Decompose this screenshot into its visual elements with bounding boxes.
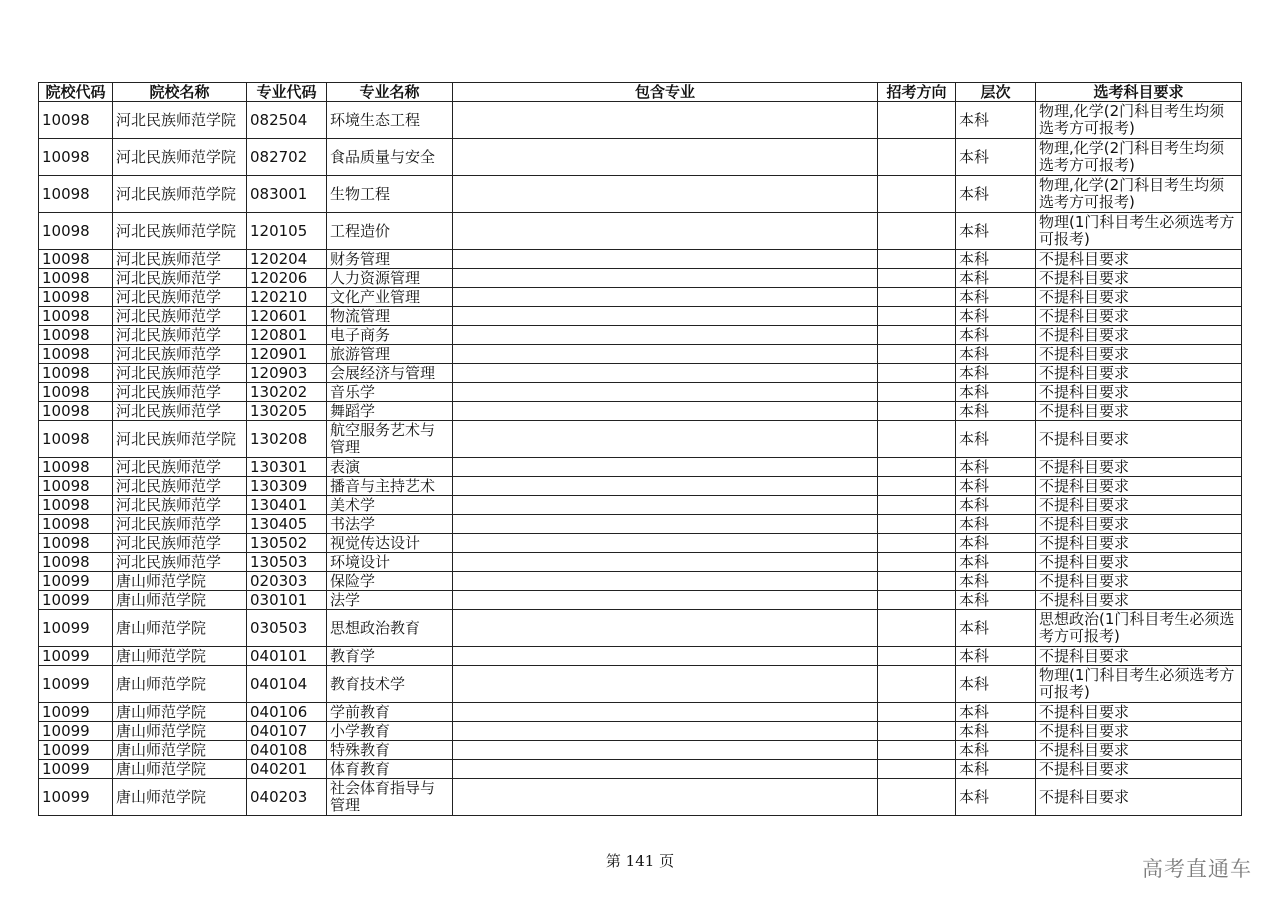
cell-direction xyxy=(878,250,956,269)
cell-requirement: 不提科目要求 xyxy=(1036,269,1242,288)
cell-included-majors xyxy=(453,345,878,364)
cell-included-majors xyxy=(453,176,878,213)
watermark: 高考直通车 xyxy=(1142,857,1252,881)
cell-level: 本科 xyxy=(956,269,1036,288)
cell-included-majors xyxy=(453,269,878,288)
cell-school-name: 河北民族师范学 xyxy=(113,288,247,307)
cell-requirement: 不提科目要求 xyxy=(1036,496,1242,515)
cell-major-code: 120601 xyxy=(247,307,327,326)
table-row xyxy=(39,591,1242,610)
cell-level: 本科 xyxy=(956,176,1036,213)
cell-school-code: 10098 xyxy=(39,307,113,326)
table-row xyxy=(39,496,1242,515)
cell-included-majors xyxy=(453,496,878,515)
cell-level: 本科 xyxy=(956,647,1036,666)
cell-major-code: 082702 xyxy=(247,139,327,176)
cell-direction xyxy=(878,722,956,741)
cell-school-code: 10099 xyxy=(39,610,113,647)
cell-level: 本科 xyxy=(956,307,1036,326)
cell-major-name: 财务管理 xyxy=(327,250,453,269)
table-row xyxy=(39,307,1242,326)
cell-direction xyxy=(878,288,956,307)
cell-major-name: 电子商务 xyxy=(327,326,453,345)
cell-major-code: 120204 xyxy=(247,250,327,269)
cell-major-name: 航空服务艺术与管理 xyxy=(327,421,453,458)
cell-major-name: 体育教育 xyxy=(327,760,453,779)
cell-major-name: 工程造价 xyxy=(327,213,453,250)
cell-included-majors xyxy=(453,402,878,421)
cell-level: 本科 xyxy=(956,421,1036,458)
cell-school-code: 10099 xyxy=(39,572,113,591)
cell-major-name: 视觉传达设计 xyxy=(327,534,453,553)
cell-direction xyxy=(878,741,956,760)
cell-requirement: 不提科目要求 xyxy=(1036,779,1242,816)
cell-major-code: 120801 xyxy=(247,326,327,345)
cell-major-name: 舞蹈学 xyxy=(327,402,453,421)
cell-level: 本科 xyxy=(956,741,1036,760)
cell-direction xyxy=(878,345,956,364)
cell-school-code: 10099 xyxy=(39,779,113,816)
cell-major-code: 130208 xyxy=(247,421,327,458)
cell-school-name: 河北民族师范学院 xyxy=(113,213,247,250)
cell-included-majors xyxy=(453,326,878,345)
table-row xyxy=(39,326,1242,345)
cell-direction xyxy=(878,383,956,402)
cell-major-code: 040101 xyxy=(247,647,327,666)
cell-school-name: 河北民族师范学 xyxy=(113,383,247,402)
table-row xyxy=(39,647,1242,666)
cell-major-code: 040107 xyxy=(247,722,327,741)
cell-major-name: 特殊教育 xyxy=(327,741,453,760)
cell-school-name: 唐山师范学院 xyxy=(113,610,247,647)
cell-school-name: 河北民族师范学 xyxy=(113,458,247,477)
cell-major-name: 表演 xyxy=(327,458,453,477)
header-major-name: 专业名称 xyxy=(327,83,453,102)
cell-level: 本科 xyxy=(956,760,1036,779)
cell-school-name: 唐山师范学院 xyxy=(113,760,247,779)
cell-school-code: 10098 xyxy=(39,383,113,402)
table-row xyxy=(39,572,1242,591)
cell-major-name: 小学教育 xyxy=(327,722,453,741)
cell-level: 本科 xyxy=(956,534,1036,553)
cell-level: 本科 xyxy=(956,515,1036,534)
cell-school-code: 10098 xyxy=(39,250,113,269)
table-row xyxy=(39,477,1242,496)
cell-direction xyxy=(878,703,956,722)
page-number: 第 141 页 xyxy=(605,852,675,870)
cell-school-code: 10098 xyxy=(39,458,113,477)
cell-requirement: 不提科目要求 xyxy=(1036,326,1242,345)
cell-major-code: 030503 xyxy=(247,610,327,647)
cell-school-name: 河北民族师范学院 xyxy=(113,102,247,139)
table-row xyxy=(39,345,1242,364)
cell-included-majors xyxy=(453,553,878,572)
cell-requirement: 不提科目要求 xyxy=(1036,703,1242,722)
cell-level: 本科 xyxy=(956,666,1036,703)
cell-direction xyxy=(878,666,956,703)
cell-major-name: 法学 xyxy=(327,591,453,610)
header-school-code: 院校代码 xyxy=(39,83,113,102)
cell-major-name: 环境设计 xyxy=(327,553,453,572)
cell-major-code: 082504 xyxy=(247,102,327,139)
cell-requirement: 不提科目要求 xyxy=(1036,421,1242,458)
cell-level: 本科 xyxy=(956,402,1036,421)
cell-direction xyxy=(878,421,956,458)
cell-included-majors xyxy=(453,213,878,250)
cell-school-code: 10098 xyxy=(39,288,113,307)
cell-major-code: 040203 xyxy=(247,779,327,816)
cell-direction xyxy=(878,647,956,666)
cell-school-name: 河北民族师范学院 xyxy=(113,139,247,176)
cell-included-majors xyxy=(453,760,878,779)
cell-requirement: 不提科目要求 xyxy=(1036,383,1242,402)
header-row xyxy=(39,83,1242,102)
header-level: 层次 xyxy=(956,83,1036,102)
cell-requirement: 不提科目要求 xyxy=(1036,591,1242,610)
cell-school-name: 河北民族师范学 xyxy=(113,496,247,515)
table-row xyxy=(39,703,1242,722)
cell-direction xyxy=(878,326,956,345)
cell-school-name: 河北民族师范学 xyxy=(113,250,247,269)
header-included-majors: 包含专业 xyxy=(453,83,878,102)
cell-level: 本科 xyxy=(956,383,1036,402)
cell-requirement: 不提科目要求 xyxy=(1036,477,1242,496)
cell-major-name: 食品质量与安全 xyxy=(327,139,453,176)
cell-major-name: 文化产业管理 xyxy=(327,288,453,307)
cell-direction xyxy=(878,139,956,176)
cell-direction xyxy=(878,364,956,383)
table-row xyxy=(39,515,1242,534)
cell-major-code: 130503 xyxy=(247,553,327,572)
cell-direction xyxy=(878,307,956,326)
cell-school-code: 10098 xyxy=(39,176,113,213)
cell-school-code: 10098 xyxy=(39,345,113,364)
cell-direction xyxy=(878,572,956,591)
cell-direction xyxy=(878,534,956,553)
cell-direction xyxy=(878,402,956,421)
cell-direction xyxy=(878,458,956,477)
cell-direction xyxy=(878,269,956,288)
cell-school-code: 10098 xyxy=(39,553,113,572)
table-row xyxy=(39,213,1242,250)
cell-included-majors xyxy=(453,250,878,269)
cell-included-majors xyxy=(453,383,878,402)
cell-major-code: 120210 xyxy=(247,288,327,307)
cell-major-code: 083001 xyxy=(247,176,327,213)
cell-school-name: 河北民族师范学 xyxy=(113,402,247,421)
table-row xyxy=(39,402,1242,421)
cell-included-majors xyxy=(453,591,878,610)
cell-school-name: 河北民族师范学 xyxy=(113,534,247,553)
cell-school-code: 10098 xyxy=(39,402,113,421)
cell-included-majors xyxy=(453,647,878,666)
header-school-name: 院校名称 xyxy=(113,83,247,102)
cell-direction xyxy=(878,102,956,139)
cell-level: 本科 xyxy=(956,779,1036,816)
cell-requirement: 不提科目要求 xyxy=(1036,345,1242,364)
table-row xyxy=(39,779,1242,816)
cell-school-code: 10098 xyxy=(39,102,113,139)
cell-major-name: 人力资源管理 xyxy=(327,269,453,288)
cell-direction xyxy=(878,610,956,647)
cell-included-majors xyxy=(453,458,878,477)
header-requirement: 选考科目要求 xyxy=(1036,83,1242,102)
cell-requirement: 思想政治(1门科目考生必须选考方可报考) xyxy=(1036,610,1242,647)
table-row xyxy=(39,250,1242,269)
cell-requirement: 不提科目要求 xyxy=(1036,458,1242,477)
cell-major-name: 美术学 xyxy=(327,496,453,515)
cell-school-code: 10098 xyxy=(39,139,113,176)
table-row xyxy=(39,383,1242,402)
table-row xyxy=(39,722,1242,741)
cell-major-name: 音乐学 xyxy=(327,383,453,402)
table-row xyxy=(39,666,1242,703)
cell-requirement: 不提科目要求 xyxy=(1036,364,1242,383)
cell-major-code: 120105 xyxy=(247,213,327,250)
cell-major-code: 130205 xyxy=(247,402,327,421)
cell-included-majors xyxy=(453,102,878,139)
cell-included-majors xyxy=(453,307,878,326)
cell-major-name: 旅游管理 xyxy=(327,345,453,364)
cell-level: 本科 xyxy=(956,553,1036,572)
cell-included-majors xyxy=(453,572,878,591)
cell-major-code: 120206 xyxy=(247,269,327,288)
cell-school-name: 唐山师范学院 xyxy=(113,722,247,741)
cell-school-code: 10098 xyxy=(39,364,113,383)
cell-school-name: 唐山师范学院 xyxy=(113,741,247,760)
cell-level: 本科 xyxy=(956,610,1036,647)
cell-requirement: 不提科目要求 xyxy=(1036,250,1242,269)
header-major-code: 专业代码 xyxy=(247,83,327,102)
cell-school-name: 唐山师范学院 xyxy=(113,779,247,816)
cell-requirement: 不提科目要求 xyxy=(1036,572,1242,591)
cell-major-code: 120903 xyxy=(247,364,327,383)
cell-requirement: 不提科目要求 xyxy=(1036,647,1242,666)
cell-school-name: 河北民族师范学院 xyxy=(113,421,247,458)
table-body xyxy=(39,102,1242,816)
cell-requirement: 物理,化学(2门科目考生均须选考方可报考) xyxy=(1036,102,1242,139)
cell-school-name: 河北民族师范学院 xyxy=(113,176,247,213)
table-row xyxy=(39,534,1242,553)
cell-major-name: 书法学 xyxy=(327,515,453,534)
table-row xyxy=(39,553,1242,572)
cell-major-name: 教育学 xyxy=(327,647,453,666)
cell-requirement: 不提科目要求 xyxy=(1036,307,1242,326)
cell-direction xyxy=(878,553,956,572)
cell-included-majors xyxy=(453,421,878,458)
cell-school-name: 河北民族师范学 xyxy=(113,515,247,534)
table-row xyxy=(39,364,1242,383)
cell-school-name: 河北民族师范学 xyxy=(113,345,247,364)
cell-major-name: 会展经济与管理 xyxy=(327,364,453,383)
cell-major-code: 130202 xyxy=(247,383,327,402)
cell-school-name: 唐山师范学院 xyxy=(113,647,247,666)
cell-requirement: 不提科目要求 xyxy=(1036,553,1242,572)
cell-requirement: 不提科目要求 xyxy=(1036,288,1242,307)
cell-requirement: 不提科目要求 xyxy=(1036,741,1242,760)
cell-level: 本科 xyxy=(956,496,1036,515)
cell-major-code: 040108 xyxy=(247,741,327,760)
cell-direction xyxy=(878,213,956,250)
cell-included-majors xyxy=(453,779,878,816)
cell-level: 本科 xyxy=(956,345,1036,364)
cell-level: 本科 xyxy=(956,288,1036,307)
cell-included-majors xyxy=(453,534,878,553)
table-row xyxy=(39,741,1242,760)
cell-direction xyxy=(878,496,956,515)
cell-major-name: 教育技术学 xyxy=(327,666,453,703)
cell-requirement: 不提科目要求 xyxy=(1036,402,1242,421)
cell-major-code: 130405 xyxy=(247,515,327,534)
cell-requirement: 不提科目要求 xyxy=(1036,534,1242,553)
table-row xyxy=(39,102,1242,139)
cell-direction xyxy=(878,176,956,213)
cell-school-code: 10099 xyxy=(39,722,113,741)
cell-school-code: 10099 xyxy=(39,647,113,666)
cell-included-majors xyxy=(453,722,878,741)
cell-major-code: 040201 xyxy=(247,760,327,779)
admission-table xyxy=(38,82,1242,816)
cell-level: 本科 xyxy=(956,326,1036,345)
cell-included-majors xyxy=(453,477,878,496)
cell-school-name: 河北民族师范学 xyxy=(113,307,247,326)
cell-major-name: 社会体育指导与管理 xyxy=(327,779,453,816)
cell-direction xyxy=(878,760,956,779)
table-row xyxy=(39,760,1242,779)
cell-level: 本科 xyxy=(956,364,1036,383)
cell-requirement: 物理,化学(2门科目考生均须选考方可报考) xyxy=(1036,139,1242,176)
cell-included-majors xyxy=(453,703,878,722)
cell-school-code: 10098 xyxy=(39,421,113,458)
cell-requirement: 不提科目要求 xyxy=(1036,760,1242,779)
cell-included-majors xyxy=(453,139,878,176)
cell-school-code: 10098 xyxy=(39,326,113,345)
cell-school-code: 10099 xyxy=(39,703,113,722)
cell-major-code: 020303 xyxy=(247,572,327,591)
cell-direction xyxy=(878,477,956,496)
cell-included-majors xyxy=(453,741,878,760)
cell-level: 本科 xyxy=(956,213,1036,250)
cell-level: 本科 xyxy=(956,722,1036,741)
cell-requirement: 不提科目要求 xyxy=(1036,722,1242,741)
cell-school-code: 10099 xyxy=(39,666,113,703)
header-direction: 招考方向 xyxy=(878,83,956,102)
cell-school-code: 10098 xyxy=(39,515,113,534)
table-row xyxy=(39,610,1242,647)
cell-level: 本科 xyxy=(956,102,1036,139)
cell-school-name: 河北民族师范学 xyxy=(113,477,247,496)
cell-school-code: 10098 xyxy=(39,477,113,496)
cell-major-name: 环境生态工程 xyxy=(327,102,453,139)
cell-major-code: 130301 xyxy=(247,458,327,477)
cell-level: 本科 xyxy=(956,572,1036,591)
cell-major-code: 040104 xyxy=(247,666,327,703)
table-row xyxy=(39,288,1242,307)
cell-major-code: 130401 xyxy=(247,496,327,515)
cell-major-code: 130309 xyxy=(247,477,327,496)
cell-school-name: 唐山师范学院 xyxy=(113,703,247,722)
cell-school-code: 10098 xyxy=(39,269,113,288)
cell-major-code: 040106 xyxy=(247,703,327,722)
cell-school-name: 河北民族师范学 xyxy=(113,364,247,383)
cell-school-name: 唐山师范学院 xyxy=(113,666,247,703)
cell-included-majors xyxy=(453,610,878,647)
cell-included-majors xyxy=(453,288,878,307)
table-row xyxy=(39,269,1242,288)
cell-school-name: 唐山师范学院 xyxy=(113,591,247,610)
cell-level: 本科 xyxy=(956,703,1036,722)
cell-school-code: 10099 xyxy=(39,591,113,610)
table-row xyxy=(39,139,1242,176)
cell-level: 本科 xyxy=(956,458,1036,477)
cell-major-code: 120901 xyxy=(247,345,327,364)
table-row xyxy=(39,421,1242,458)
cell-major-code: 030101 xyxy=(247,591,327,610)
cell-requirement: 不提科目要求 xyxy=(1036,515,1242,534)
cell-major-name: 保险学 xyxy=(327,572,453,591)
cell-level: 本科 xyxy=(956,591,1036,610)
cell-school-code: 10099 xyxy=(39,760,113,779)
cell-major-name: 物流管理 xyxy=(327,307,453,326)
cell-major-name: 思想政治教育 xyxy=(327,610,453,647)
cell-direction xyxy=(878,515,956,534)
cell-school-name: 河北民族师范学 xyxy=(113,326,247,345)
cell-major-code: 130502 xyxy=(247,534,327,553)
cell-level: 本科 xyxy=(956,250,1036,269)
cell-major-name: 播音与主持艺术 xyxy=(327,477,453,496)
cell-school-name: 河北民族师范学 xyxy=(113,553,247,572)
cell-school-code: 10098 xyxy=(39,496,113,515)
cell-requirement: 物理(1门科目考生必须选考方可报考) xyxy=(1036,213,1242,250)
cell-level: 本科 xyxy=(956,139,1036,176)
cell-major-name: 生物工程 xyxy=(327,176,453,213)
cell-direction xyxy=(878,591,956,610)
cell-major-name: 学前教育 xyxy=(327,703,453,722)
cell-requirement: 物理,化学(2门科目考生均须选考方可报考) xyxy=(1036,176,1242,213)
cell-school-name: 唐山师范学院 xyxy=(113,572,247,591)
cell-requirement: 物理(1门科目考生必须选考方可报考) xyxy=(1036,666,1242,703)
cell-direction xyxy=(878,779,956,816)
table-row xyxy=(39,458,1242,477)
cell-school-name: 河北民族师范学 xyxy=(113,269,247,288)
cell-level: 本科 xyxy=(956,477,1036,496)
cell-school-code: 10098 xyxy=(39,534,113,553)
cell-included-majors xyxy=(453,666,878,703)
cell-included-majors xyxy=(453,364,878,383)
cell-school-code: 10098 xyxy=(39,213,113,250)
cell-included-majors xyxy=(453,515,878,534)
table-row xyxy=(39,176,1242,213)
cell-school-code: 10099 xyxy=(39,741,113,760)
